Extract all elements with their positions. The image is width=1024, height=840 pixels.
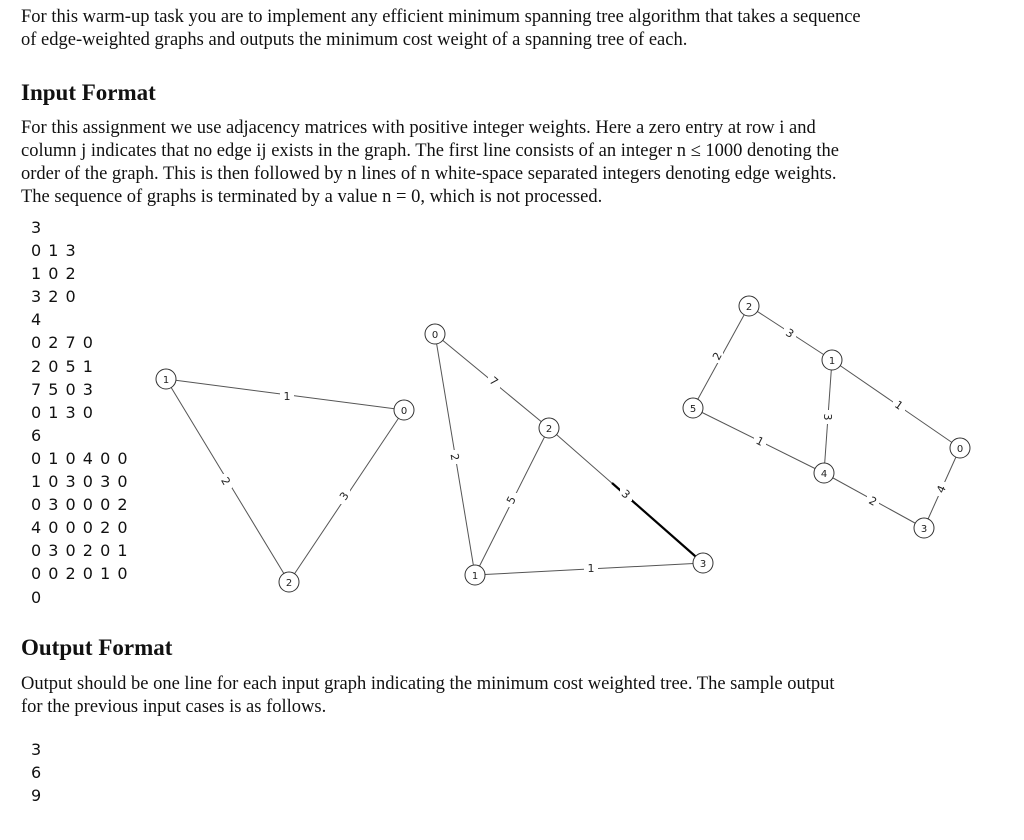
graph-2-weight-label: 3 [618, 487, 633, 502]
sample-output-block [31, 738, 42, 807]
output-format-paragraph [21, 673, 981, 719]
intro-line-1: For this warm-up task you are to implement any efficient minimum spanning tree algorithm that takes a sequence [21, 7, 861, 27]
sample-input-line: 2 0 5 1 [31, 356, 94, 376]
sample-output-line: 3 [31, 740, 43, 759]
sample-input-line: 3 2 0 [31, 287, 77, 307]
graph-1 [156, 369, 414, 592]
sample-input-line: 6 [31, 425, 43, 445]
svg-text:2: 2 [745, 302, 753, 313]
sample-input-line: 4 [31, 310, 43, 330]
graph-1-node [279, 572, 299, 592]
input-line-1: For this assignment we use adjacency matrices with positive integer weights. Here a zero entry at row i and [21, 118, 816, 138]
intro-line-2: of edge-weighted graphs and outputs the minimum cost weight of a spanning tree of each. [21, 30, 688, 50]
graph-2-node [465, 565, 485, 585]
sample-input-line: 0 0 2 0 1 0 [31, 564, 129, 584]
svg-text:2: 2 [545, 424, 553, 435]
input-format-heading: Input Format [21, 80, 156, 105]
sample-input-line: 3 [31, 218, 43, 237]
svg-text:1: 1 [162, 375, 170, 386]
svg-text:1: 1 [828, 356, 836, 367]
graph-2-node [539, 418, 559, 438]
graph-3-weight-label: 3 [821, 413, 834, 421]
input-line-2: column j indicates that no edge ij exists in the graph. The first line consists of an integer n ≤ 1000 denoting the [21, 141, 839, 161]
sample-input-line: 1 0 3 0 3 0 [31, 472, 129, 492]
graph-3-node [814, 463, 834, 483]
graph-3-weight-label: 3 [783, 326, 797, 341]
output-line-2: for the previous input cases is as follows. [21, 697, 327, 717]
sample-input-line: 7 5 0 3 [31, 379, 94, 399]
svg-text:3: 3 [920, 524, 928, 535]
sample-input-line: 1 0 2 [31, 264, 77, 284]
graph-3 [683, 296, 970, 538]
output-line-1: Output should be one line for each input graph indicating the minimum cost weighted tree. The sample output [21, 674, 835, 694]
svg-text:0: 0 [400, 406, 408, 417]
graph-3-weight-label: 2 [866, 494, 879, 509]
svg-text:5: 5 [689, 404, 697, 415]
graph-1-node [156, 369, 176, 389]
graph-3-node [739, 296, 759, 316]
sample-input-line: 0 2 7 0 [31, 333, 94, 353]
sample-input-line: 0 3 0 2 0 1 [31, 541, 129, 561]
svg-text:3: 3 [699, 559, 707, 570]
graph-1-weight-label: 2 [218, 474, 233, 488]
svg-text:2: 2 [285, 578, 293, 589]
graph-3-node [914, 518, 934, 538]
sample-output-line: 6 [31, 763, 43, 783]
graph-3-weight-label: 2 [710, 350, 725, 363]
graph-3-node [822, 350, 842, 370]
graph-3-weight-label: 1 [892, 398, 906, 413]
svg-text:0: 0 [956, 444, 964, 455]
input-line-4: The sequence of graphs is terminated by a value n = 0, which is not processed. [21, 187, 603, 207]
graph-1-weight-label: 1 [283, 390, 291, 403]
graph-3-weight-label: 4 [934, 483, 949, 496]
sample-input-line: 4 0 0 0 2 0 [31, 518, 129, 538]
graph-2-node [425, 324, 445, 344]
graph-2-weight-label: 7 [486, 374, 501, 389]
sample-input-line: 0 [31, 587, 43, 607]
svg-text:4: 4 [820, 469, 828, 480]
input-line-3: order of the graph. This is then followed by n lines of n white-space separated integers denoting edge weights. [21, 164, 837, 184]
graph-1-weight-label: 3 [337, 489, 352, 503]
graph-3-node [683, 398, 703, 418]
sample-output-line: 9 [31, 786, 43, 806]
graph-1-node [394, 400, 414, 420]
graph-2-weight-label: 5 [504, 494, 519, 507]
output-format-heading: Output Format [21, 635, 173, 660]
svg-text:0: 0 [431, 330, 439, 341]
sample-input-line: 0 1 3 0 [31, 402, 94, 422]
graph-2-weight-label: 2 [447, 452, 462, 462]
svg-text:1: 1 [471, 571, 479, 582]
sample-input-line: 0 1 0 4 0 0 [31, 448, 129, 468]
graph-2 [425, 324, 713, 585]
graph-2-node [693, 553, 713, 573]
graph-3-node [950, 438, 970, 458]
graph-3-weight-label: 1 [753, 434, 766, 449]
sample-input-line: 0 3 0 0 0 2 [31, 495, 129, 515]
sample-input-line: 0 1 3 [31, 241, 77, 261]
graph-2-weight-label: 1 [587, 562, 595, 575]
